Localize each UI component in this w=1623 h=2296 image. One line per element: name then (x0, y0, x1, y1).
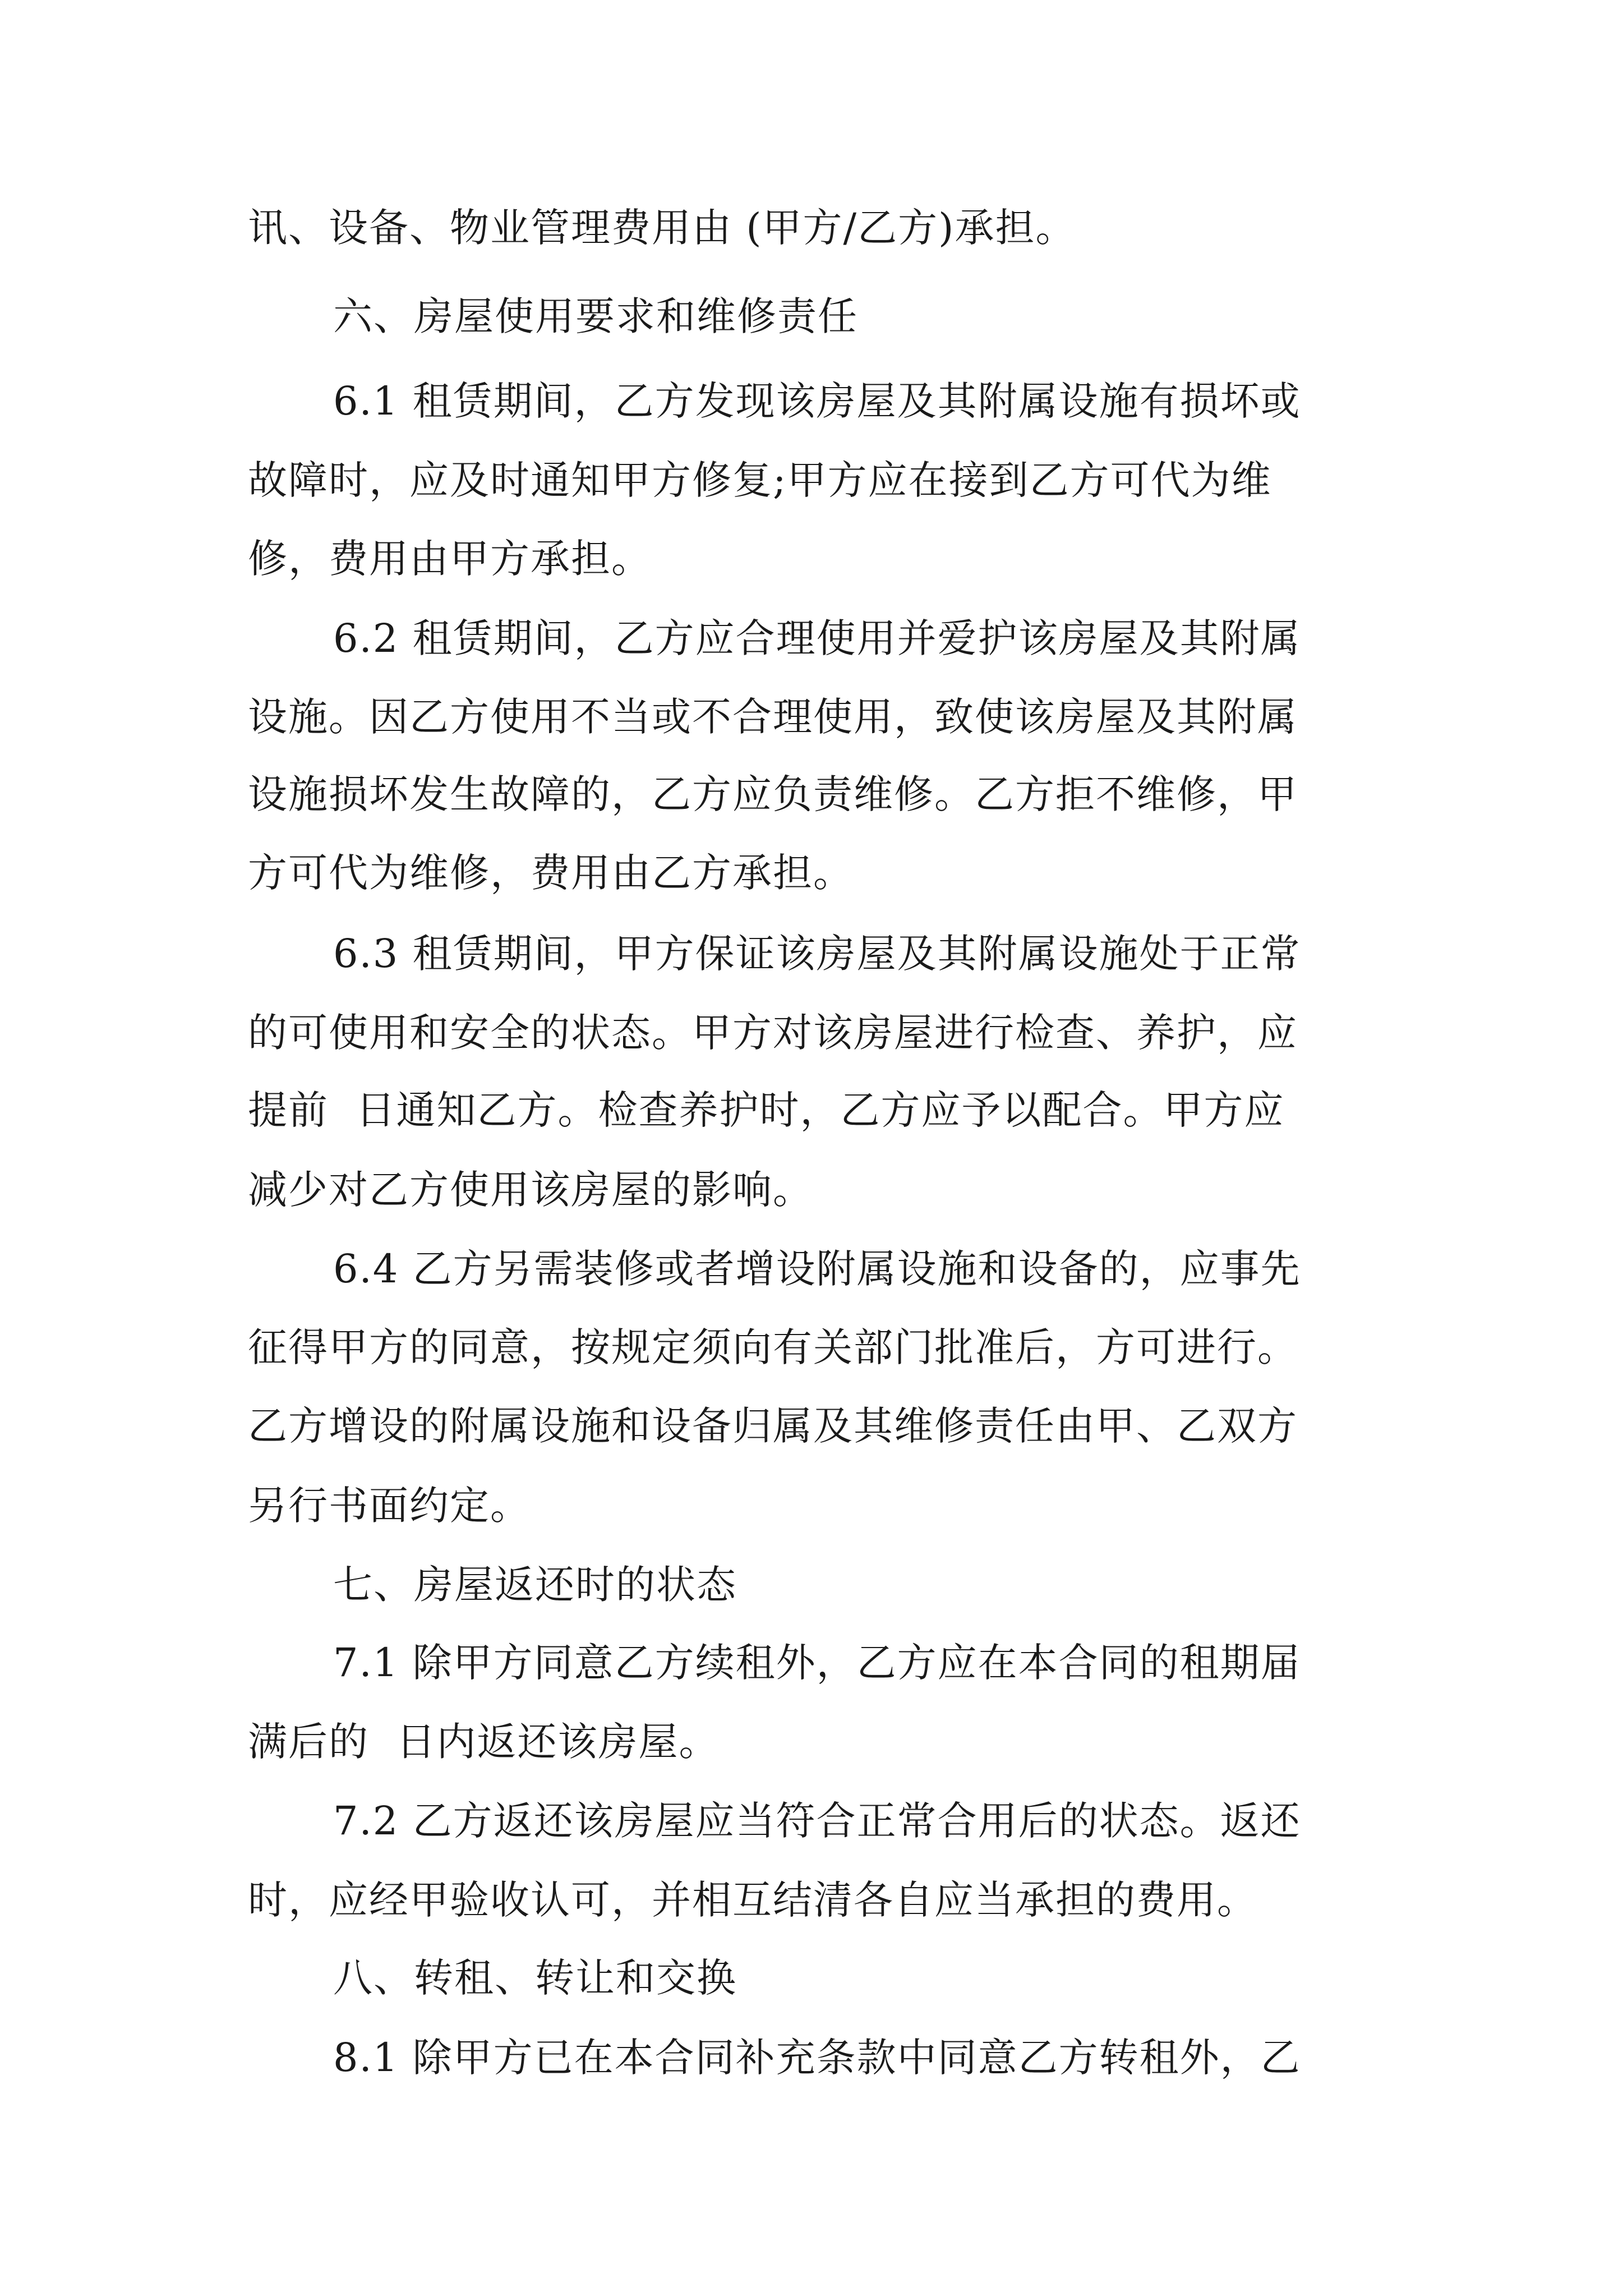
section-heading: 八、转租、转让和交换 (333, 1955, 737, 2001)
text-line: 8.1 除甲方已在本合同补充条款中同意乙方转租外，乙 (333, 2035, 1301, 2081)
text-line: 方可代为维修，费用由乙方承担。 (248, 850, 854, 896)
text-line: 讯、设备、物业管理费用由 (甲方/乙方)承担。 (248, 205, 1076, 251)
text-line: 的可使用和安全的状态。甲方对该房屋进行检查、养护，应 (248, 1010, 1298, 1056)
text-line: 设施损坏发生故障的，乙方应负责维修。乙方拒不维修，甲 (248, 771, 1298, 817)
text-line: 故障时，应及时通知甲方修复;甲方应在接到乙方可代为维 (248, 457, 1272, 503)
text-line: 满后的 日内返还该房屋。 (248, 1719, 720, 1765)
section-heading: 七、房屋返还时的状态 (333, 1562, 737, 1608)
text-line: 7.1 除甲方同意乙方续租外，乙方应在本合同的租期届 (333, 1640, 1301, 1686)
text-line: 减少对乙方使用该房屋的影响。 (248, 1167, 813, 1213)
text-line: 6.2 租赁期间，乙方应合理使用并爱护该房屋及其附属 (333, 615, 1301, 661)
text-line: 6.3 租赁期间，甲方保证该房屋及其附属设施处于正常 (333, 931, 1301, 977)
text-line: 修，费用由甲方承担。 (248, 536, 652, 582)
text-line: 提前 日通知乙方。检查养护时，乙方应予以配合。甲方应 (248, 1087, 1285, 1133)
text-line: 7.2 乙方返还该房屋应当符合正常合用后的状态。返还 (333, 1798, 1301, 1844)
text-line: 6.4 乙方另需装修或者增设附属设施和设备的，应事先 (333, 1246, 1301, 1292)
text-line: 另行书面约定。 (248, 1483, 531, 1529)
text-line: 设施。因乙方使用不当或不合理使用，致使该房屋及其附属 (248, 694, 1298, 740)
section-heading: 六、房屋使用要求和维修责任 (333, 293, 858, 339)
text-line: 时，应经甲验收认可，并相互结清各自应当承担的费用。 (248, 1877, 1257, 1923)
text-line: 乙方增设的附属设施和设备归属及其维修责任由甲、乙双方 (248, 1403, 1298, 1449)
text-line: 征得甲方的同意，按规定须向有关部门批准后，方可进行。 (248, 1324, 1298, 1370)
text-line: 6.1 租赁期间，乙方发现该房屋及其附属设施有损坏或 (333, 378, 1301, 424)
